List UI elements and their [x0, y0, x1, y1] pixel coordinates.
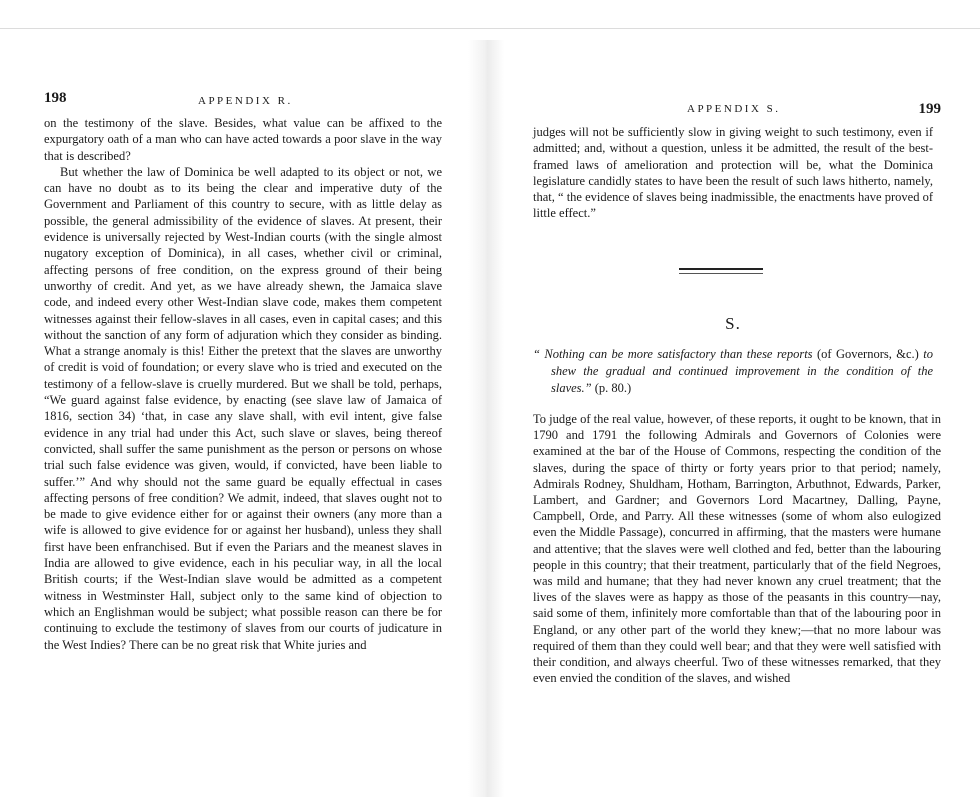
right-page-bottom-body — [533, 411, 941, 686]
paragraph: on the testimony of the slave. Besides, what value can be affixed to the expurgatory oath of a man who can have acted towards a poor slave in the way that is described? — [44, 116, 442, 163]
epigraph-italic-2: to shew the gradual and continued improvement in the condition of the slaves.” — [551, 347, 933, 395]
epigraph-italic-1: “ Nothing can be more satisfactory than these reports — [533, 347, 813, 361]
section-heading: S. — [725, 314, 741, 333]
right-page-top-body — [533, 124, 933, 222]
running-head: APPENDIX R. — [198, 95, 293, 107]
epigraph-plain: (of Governors, &c.) — [812, 347, 924, 361]
scan-edge-line — [0, 28, 980, 29]
page-number: 199 — [918, 101, 941, 117]
epigraph-reference: (p. 80.) — [591, 381, 632, 395]
paragraph: But whether the law of Dominica be well adapted to its object or not, we can have no doubt as to its being the clear and imperative duty of the Government and Parliament of this country to secure, with as little delay as possible, the general admissibility of the evidence of slaves. At present, their evidence is universally rejected by West-Indian courts (with the single almost nugatory exception of Dominica), in all cases, whether civil or criminal, affecting persons of free condition, on the express ground of their being unworthy of credit. And yet, as we have already shewn, the Jamaica slave code, and indeed every other West-Indian slave code, makes them competent witnesses against their fellow-slaves in all cases, even in capital cases; and this without the sanction of any form of adjuration which they consider as binding. What a strange anomaly is this! Either the pretext that the slaves are unworthy of credit is void of foundation; or every slave who is tried and executed on the testimony of a fellow-slave is cruelly murdered. But we shall be told, perhaps, “We guard against false evidence, by enacting (see slave law of Jamaica of 1816, section 34) ‘that, in case any slave shall, with evil intent, give false evidence in any trial had under this Act, such slave or slaves, being thereof convicted, shall suffer the same punishment as the person or persons on whose trial such false evidence was given, would, if convicted, have been liable to suffer.’” And why should not the same guard be equally effectual in cases affecting persons of free condition? We admit, indeed, that slaves ought not to be made to give evidence either for or against their owners (any more than a wife is allowed to give evidence for or against her husband), unless they shall first have been enfranchised. But if even the Pariars and the meanest slaves in India are allowed to give evidence, each in his peculiar way, in all the local British courts; if the West-Indian slave would be admitted as a competent witness in Westminster Hall, subject only to the same kind of objection to which an Englishman would be subject; what possible reason can there be for continuing to exclude the testimony of slaves from our courts of judicature in the West Indies? There can be no great risk that White juries and — [44, 164, 442, 652]
running-head: APPENDIX S. — [687, 103, 781, 115]
paragraph: To judge of the real value, however, of these reports, it ought to be known, that in 1790 and 1791 the following Admirals and Governors of Colonies were examined at the bar of the House of Commons, respecting the condition of the slaves, during the space of thirty or forty years prior to that period; namely, Admirals Rodney, Shuldham, Hotham, Barrington, Arbuthnot, Edwards, Parker, Lambert, and Gardner; and Governors Lord Macartney, Dalling, Payne, Campbell, Orde, and Parry. All these witnesses (some of whom also eulogized even the Middle Passage), concurred in affirming, that the masters were humane and attentive; that the slaves were well clothed and fed, better than the labouring people in this country; that their treatment, particularly that of the field Negroes, was mild and humane; that they had never known any cruel treatment; that the lives of the slaves were as happy as those of the peasants in this country—nay, said some of them, infinitely more comfortable than that of the labouring poor in England, or any other part of the world they knew;—that no more labour was required of them than they could well bear; and that they were well satisfied with their condition, and always cheerful. Two of these witnesses remarked, that they even envied the condition of the slaves, and wished — [533, 412, 941, 686]
page-number: 198 — [44, 90, 67, 106]
epigraph-text — [533, 346, 933, 397]
book-gutter — [468, 40, 504, 797]
section-divider — [679, 268, 763, 274]
paragraph: judges will not be sufficiently slow in giving weight to such testimony, even if admitted; and, without a question, unless it be admitted, the result of the best-framed laws of amelioration and protection will be, what the Dominica legislature candidly states to have been the result of such laws hitherto, namely, that, “ the evidence of slaves being inadmissible, the enactments have proved of little effect.” — [533, 125, 933, 221]
section-epigraph — [533, 346, 933, 397]
left-page-body — [44, 115, 442, 653]
